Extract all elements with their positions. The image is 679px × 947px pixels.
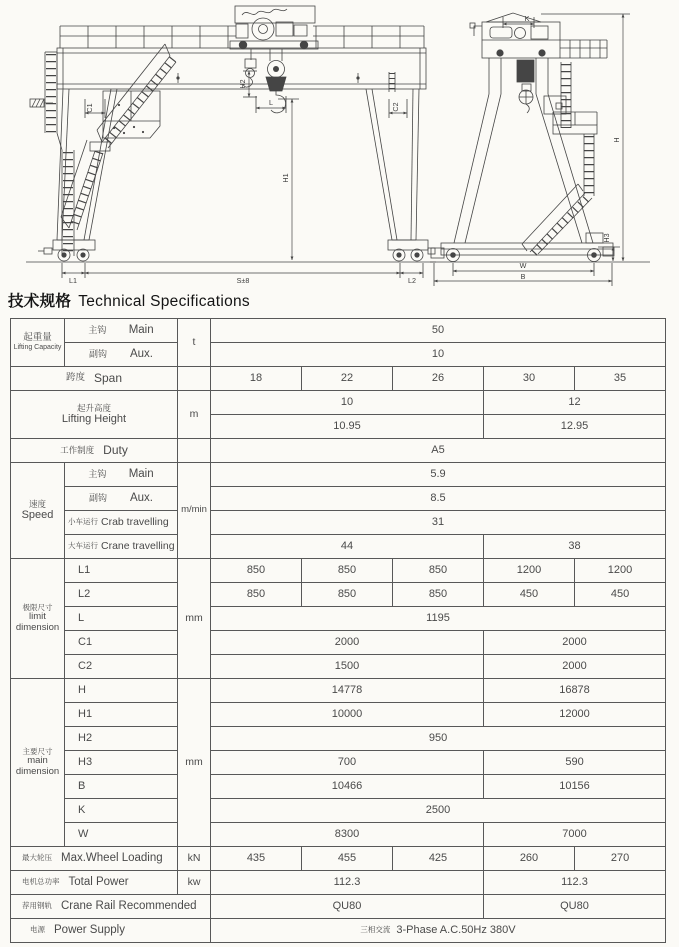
speed-aux-label: 副钩 Aux. (65, 487, 178, 511)
wheel-loading-value: 270 (575, 847, 666, 871)
speed-label: 速度 Speed (11, 463, 65, 559)
h1-value-1: 10000 (211, 703, 484, 727)
table-row (11, 367, 666, 391)
total-power-label: 电机总功率 Total Power (11, 871, 178, 895)
dim-l2-label: L2 (65, 583, 178, 607)
table-row (11, 391, 666, 415)
table-row (11, 727, 666, 751)
b-value-1: 10466 (211, 775, 484, 799)
table-row (11, 775, 666, 799)
specifications-table (10, 318, 666, 943)
h1-value-2: 12000 (484, 703, 666, 727)
dim-k-label: K (65, 799, 178, 823)
b-value-2: 10156 (484, 775, 666, 799)
dim-h1-label: H1 (65, 703, 178, 727)
l1-value: 850 (302, 559, 393, 583)
crane-drawings (0, 0, 679, 292)
dim-label-l1: L1 (69, 276, 77, 285)
wheel-loading-value: 455 (302, 847, 393, 871)
capacity-main-value: 50 (211, 319, 666, 343)
speed-crab-value: 31 (211, 511, 666, 535)
dim-label-h: H (612, 137, 621, 143)
table-row (11, 919, 666, 943)
table-row (11, 703, 666, 727)
table-row (11, 655, 666, 679)
table-row (11, 535, 666, 559)
page-title-zh: 技术规格 (8, 293, 72, 310)
c1-value-2: 2000 (484, 631, 666, 655)
table-row (11, 487, 666, 511)
unit-m-min: m/min (178, 463, 211, 559)
dim-label-w: W (519, 261, 527, 270)
l2-value: 850 (302, 583, 393, 607)
crane-rail-value-2: QU80 (484, 895, 666, 919)
wheel-loading-label: 最大轮压 Max.Wheel Loading (11, 847, 178, 871)
l1-value: 1200 (575, 559, 666, 583)
span-unit-cell (178, 367, 211, 391)
table-row (11, 463, 666, 487)
table-row (11, 895, 666, 919)
capacity-aux-value: 10 (211, 343, 666, 367)
table-row (11, 559, 666, 583)
h3-value-1: 700 (211, 751, 484, 775)
dim-label-h1: H1 (281, 173, 290, 183)
dim-c1-label: C1 (65, 631, 178, 655)
dim-l-label: L (65, 607, 178, 631)
gantry-crane-front-view (26, 6, 436, 285)
gantry-crane-side-view (430, 13, 650, 286)
duty-label: 工作制度 Duty (11, 439, 178, 463)
l2-value: 450 (484, 583, 575, 607)
duty-value: A5 (211, 439, 666, 463)
table-row (11, 799, 666, 823)
table-row (11, 343, 666, 367)
dim-h3-label: H3 (65, 751, 178, 775)
speed-crane-value-1: 44 (211, 535, 484, 559)
dim-l1-label: L1 (65, 559, 178, 583)
dim-label-c1: C1 (85, 103, 94, 113)
dim-label-h3: H3 (602, 233, 611, 243)
limit-dimension-label: 极限尺寸 limit dimension (11, 559, 65, 679)
dim-h2-label: H2 (65, 727, 178, 751)
unit-kw: kw (178, 871, 211, 895)
dim-label-l: L (269, 98, 273, 107)
lifting-height-hook-2: 12 (484, 391, 666, 415)
l-value: 1195 (211, 607, 666, 631)
unit-kn: kN (178, 847, 211, 871)
total-power-value-1: 112.3 (211, 871, 484, 895)
unit-mm-limit: mm (178, 559, 211, 679)
lifting-height-aux-1: 10.95 (211, 415, 484, 439)
dim-label-k: K (524, 14, 530, 23)
wheel-loading-value: 425 (393, 847, 484, 871)
w-value-1: 8300 (211, 823, 484, 847)
span-value: 26 (393, 367, 484, 391)
crane-rail-value-1: QU80 (211, 895, 484, 919)
h2-value: 950 (211, 727, 666, 751)
lifting-height-aux-2: 12.95 (484, 415, 666, 439)
total-power-value-2: 112.3 (484, 871, 666, 895)
speed-main-value: 5.9 (211, 463, 666, 487)
table-row (11, 823, 666, 847)
dim-label-span: S±8 (236, 276, 250, 285)
l1-value: 850 (211, 559, 302, 583)
lifting-capacity-label (11, 319, 65, 367)
dim-label-b: B (520, 272, 526, 281)
power-supply-value: 三相交流 3-Phase A.C.50Hz 380V (211, 919, 666, 943)
lifting-height-hook-1: 10 (211, 391, 484, 415)
power-supply-label: 电源 Power Supply (11, 919, 211, 943)
hook-aux-label: 副钩 Aux. (65, 343, 178, 367)
table-row (11, 871, 666, 895)
unit-t: t (178, 319, 211, 367)
l1-value: 1200 (484, 559, 575, 583)
speed-main-label: 主钩 Main (65, 463, 178, 487)
page-title (8, 289, 250, 311)
speed-aux-value: 8.5 (211, 487, 666, 511)
dim-h-label: H (65, 679, 178, 703)
dim-b-label: B (65, 775, 178, 799)
lifting-capacity-en: Lifting Capacity (13, 343, 62, 351)
duty-unit-cell (178, 439, 211, 463)
table-row (11, 607, 666, 631)
page-title-en: Technical Specifications (78, 293, 250, 310)
speed-crane-label: 大车运行 Crane travelling (65, 535, 178, 559)
l1-value: 850 (393, 559, 484, 583)
table-row (11, 751, 666, 775)
speed-crab-label: 小车运行 Crab travelling (65, 511, 178, 535)
wheel-loading-value: 435 (211, 847, 302, 871)
unit-m: m (178, 391, 211, 439)
table-row (11, 679, 666, 703)
unit-mm-main: mm (178, 679, 211, 847)
c1-value-1: 2000 (211, 631, 484, 655)
h-value-2: 16878 (484, 679, 666, 703)
l2-value: 850 (393, 583, 484, 607)
span-value: 30 (484, 367, 575, 391)
l2-value: 850 (211, 583, 302, 607)
h3-value-2: 590 (484, 751, 666, 775)
table-row (11, 631, 666, 655)
table-row (11, 319, 666, 343)
table-row (11, 847, 666, 871)
k-value: 2500 (211, 799, 666, 823)
dim-label-l2: L2 (408, 276, 416, 285)
lifting-capacity-zh: 起重量 (23, 332, 52, 344)
h-value-1: 14778 (211, 679, 484, 703)
table-row (11, 439, 666, 463)
hook-main-label: 主钩 Main (65, 319, 178, 343)
span-label: 跨度 Span (11, 367, 178, 391)
speed-crane-value-2: 38 (484, 535, 666, 559)
w-value-2: 7000 (484, 823, 666, 847)
crane-rail-label: 荐用钢轨 Crane Rail Recommended (11, 895, 211, 919)
dim-c2-label: C2 (65, 655, 178, 679)
wheel-loading-value: 260 (484, 847, 575, 871)
table-row (11, 583, 666, 607)
main-dimension-label: 主要尺寸 main dimension (11, 679, 65, 847)
span-value: 35 (575, 367, 666, 391)
dim-label-c2: C2 (391, 102, 400, 112)
c2-value-2: 2000 (484, 655, 666, 679)
dim-label-h2: H2 (238, 79, 247, 89)
table-row (11, 511, 666, 535)
lifting-height-label: 起升高度 Lifting Height (11, 391, 178, 439)
span-value: 18 (211, 367, 302, 391)
c2-value-1: 1500 (211, 655, 484, 679)
dim-w-label: W (65, 823, 178, 847)
l2-value: 450 (575, 583, 666, 607)
span-value: 22 (302, 367, 393, 391)
